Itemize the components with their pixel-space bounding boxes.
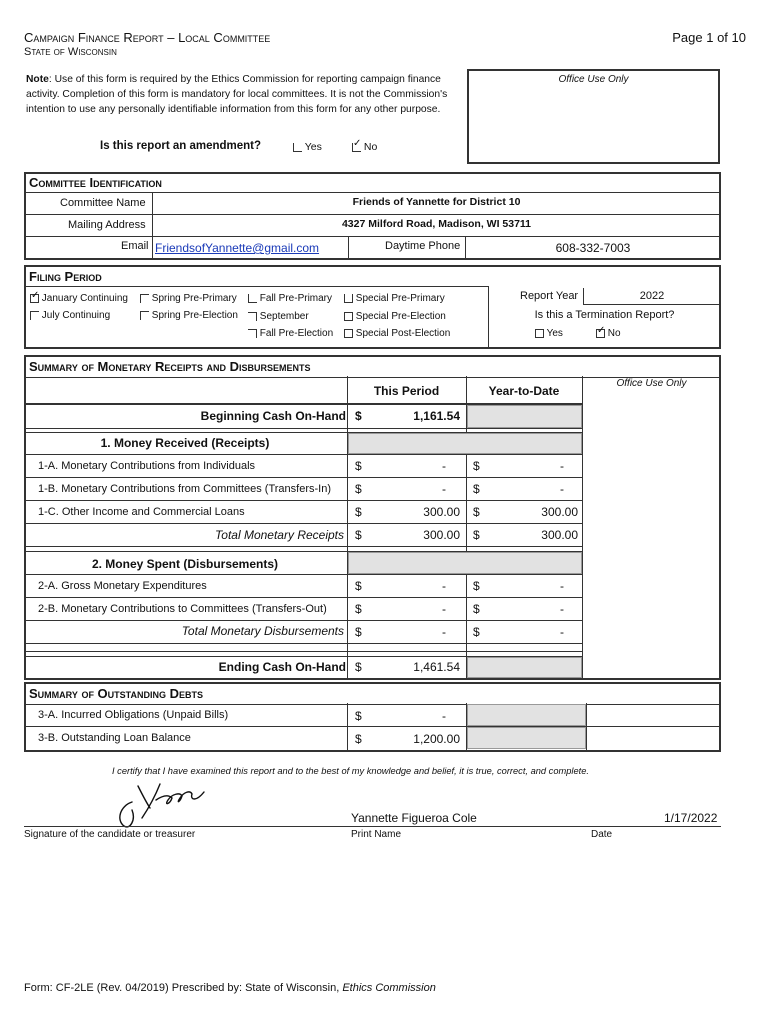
amendment-yes-option[interactable] bbox=[293, 141, 322, 153]
email-field[interactable]: FriendsofYannette@gmail.com bbox=[155, 241, 320, 255]
total-receipts-label: Total Monetary Receipts bbox=[215, 528, 344, 542]
office-use-box bbox=[467, 69, 720, 164]
amendment-no-label: No bbox=[363, 141, 378, 153]
note-text: : Use of this form is required by the Ethics Commission for reporting campaign finance activity. Completion of this form is mandatory for local committees. It is not the Commission's intention to use any personally identifiable information from this form for any other purpose. bbox=[26, 74, 448, 115]
row-1b-this[interactable]: - bbox=[442, 482, 446, 496]
print-name-label: Print Name bbox=[351, 829, 402, 840]
amendment-no-option[interactable] bbox=[352, 141, 377, 153]
row-1b-ytd[interactable]: - bbox=[560, 482, 564, 496]
filing-special-post-election-option[interactable]: Special Post-Election bbox=[344, 328, 450, 339]
summary-title: Summary of Monetary Receipts and Disbursements bbox=[26, 357, 719, 378]
office-use-label: Office Use Only bbox=[558, 74, 629, 85]
beginning-cash-value[interactable]: 1,161.54 bbox=[413, 409, 460, 423]
committee-section-title: Committee Identification bbox=[26, 174, 719, 193]
form-subtitle: State of Wisconsin bbox=[24, 46, 117, 58]
total-receipts-ytd[interactable]: 300.00 bbox=[541, 528, 578, 542]
privacy-note bbox=[26, 72, 466, 117]
amendment-yes-checkbox[interactable] bbox=[293, 143, 302, 152]
filing-spring-pre-election-option[interactable]: Spring Pre-Election bbox=[140, 310, 238, 321]
row-2a-label: 2-A. Gross Monetary Expenditures bbox=[38, 580, 207, 592]
money-spent-heading: 2. Money Spent (Disbursements) bbox=[91, 557, 279, 571]
daytime-phone-field[interactable]: 608-332-7003 bbox=[555, 241, 631, 255]
row-2a-this[interactable]: - bbox=[442, 579, 446, 593]
row-2b-this[interactable]: - bbox=[442, 602, 446, 616]
committee-name-label: Committee Name bbox=[60, 197, 146, 209]
termination-question: Is this a Termination Report? bbox=[534, 309, 675, 321]
termination-yes-option[interactable]: Yes bbox=[535, 328, 563, 339]
row-3b-value[interactable]: 1,200.00 bbox=[413, 732, 460, 746]
committee-name-field[interactable]: Friends of Yannette for District 10 bbox=[352, 196, 521, 208]
daytime-phone-label: Daytime Phone bbox=[385, 240, 461, 252]
total-disbursements-this[interactable]: - bbox=[442, 625, 446, 639]
col-year-to-date: Year-to-Date bbox=[488, 384, 560, 398]
filing-special-pre-primary-option[interactable]: Special Pre-Primary bbox=[344, 293, 445, 304]
row-1c-this[interactable]: 300.00 bbox=[423, 505, 460, 519]
filing-fall-pre-primary-option[interactable]: Fall Pre-Primary bbox=[248, 293, 332, 304]
signature-image bbox=[110, 780, 220, 830]
footer-prefix: Form: CF-2LE (Rev. 04/2019) Prescribed by: State of Wisconsin, bbox=[24, 982, 343, 994]
amendment-yes-label: Yes bbox=[304, 141, 322, 153]
ending-cash-value[interactable]: 1,461.54 bbox=[413, 660, 460, 674]
mailing-address-field[interactable]: 4327 Milford Road, Madison, WI 53711 bbox=[341, 218, 532, 230]
total-disbursements-label: Total Monetary Disbursements bbox=[181, 624, 344, 638]
row-2a-ytd[interactable]: - bbox=[560, 579, 564, 593]
total-disbursements-ytd[interactable]: - bbox=[560, 625, 564, 639]
form-footer bbox=[24, 982, 436, 994]
row-1b-label: 1-B. Monetary Contributions from Committees (Transfers-In) bbox=[38, 483, 332, 495]
date-label: Date bbox=[591, 829, 613, 840]
summary-office-use-label: Office Use Only bbox=[616, 378, 687, 389]
filing-spring-pre-primary-option[interactable]: Spring Pre-Primary bbox=[140, 293, 237, 304]
row-1a-ytd[interactable]: - bbox=[560, 459, 564, 473]
ending-cash-label: Ending Cash On-Hand bbox=[218, 660, 346, 674]
date-field[interactable]: 1/17/2022 bbox=[664, 811, 718, 825]
row-1a-this[interactable]: - bbox=[442, 459, 446, 473]
email-label: Email bbox=[121, 240, 149, 252]
filing-jul-option[interactable]: July Continuing bbox=[30, 310, 110, 321]
certification-statement: I certify that I have examined this report and to the best of my knowledge and belief, it is true, correct, and complete. bbox=[112, 766, 589, 776]
filing-jan-option[interactable]: ✓ January Continuing bbox=[30, 293, 128, 304]
filing-september-option[interactable]: September bbox=[248, 311, 309, 322]
form-title: Campaign Finance Report – Local Committee bbox=[24, 30, 271, 45]
filing-fall-pre-election-option[interactable]: Fall Pre-Election bbox=[248, 328, 333, 339]
col-this-period: This Period bbox=[373, 384, 440, 398]
amendment-no-checkbox[interactable] bbox=[352, 143, 361, 152]
page-number: Page 1 of 10 bbox=[672, 30, 746, 45]
row-2b-ytd[interactable]: - bbox=[560, 602, 564, 616]
row-1c-label: 1-C. Other Income and Commercial Loans bbox=[38, 506, 245, 518]
row-3a-value[interactable]: - bbox=[442, 709, 446, 723]
beginning-cash-label: Beginning Cash On-Hand bbox=[200, 409, 346, 423]
money-received-heading: 1. Money Received (Receipts) bbox=[100, 436, 270, 450]
row-1c-ytd[interactable]: 300.00 bbox=[541, 505, 578, 519]
mailing-address-label: Mailing Address bbox=[68, 219, 146, 231]
total-receipts-this[interactable]: 300.00 bbox=[423, 528, 460, 542]
row-3b-label: 3-B. Outstanding Loan Balance bbox=[38, 732, 191, 744]
print-name-field[interactable]: Yannette Figueroa Cole bbox=[351, 811, 477, 825]
filing-period-title: Filing Period bbox=[29, 269, 102, 284]
filing-special-pre-election-option[interactable]: Special Pre-Election bbox=[344, 311, 446, 322]
report-year-field[interactable]: 2022 bbox=[639, 290, 665, 302]
row-3a-label: 3-A. Incurred Obligations (Unpaid Bills) bbox=[38, 709, 229, 721]
debts-title: Summary of Outstanding Debts bbox=[26, 684, 719, 705]
signature-label: Signature of the candidate or treasurer bbox=[24, 829, 196, 840]
report-year-label: Report Year bbox=[520, 290, 579, 302]
row-1a-label: 1-A. Monetary Contributions from Individuals bbox=[38, 460, 256, 472]
note-label: Note bbox=[26, 74, 49, 85]
termination-no-option[interactable]: ✓ No bbox=[596, 328, 621, 339]
amendment-question: Is this report an amendment? bbox=[100, 140, 262, 152]
footer-agency: Ethics Commission bbox=[342, 982, 436, 994]
row-2b-label: 2-B. Monetary Contributions to Committees (Transfers-Out) bbox=[38, 603, 327, 615]
